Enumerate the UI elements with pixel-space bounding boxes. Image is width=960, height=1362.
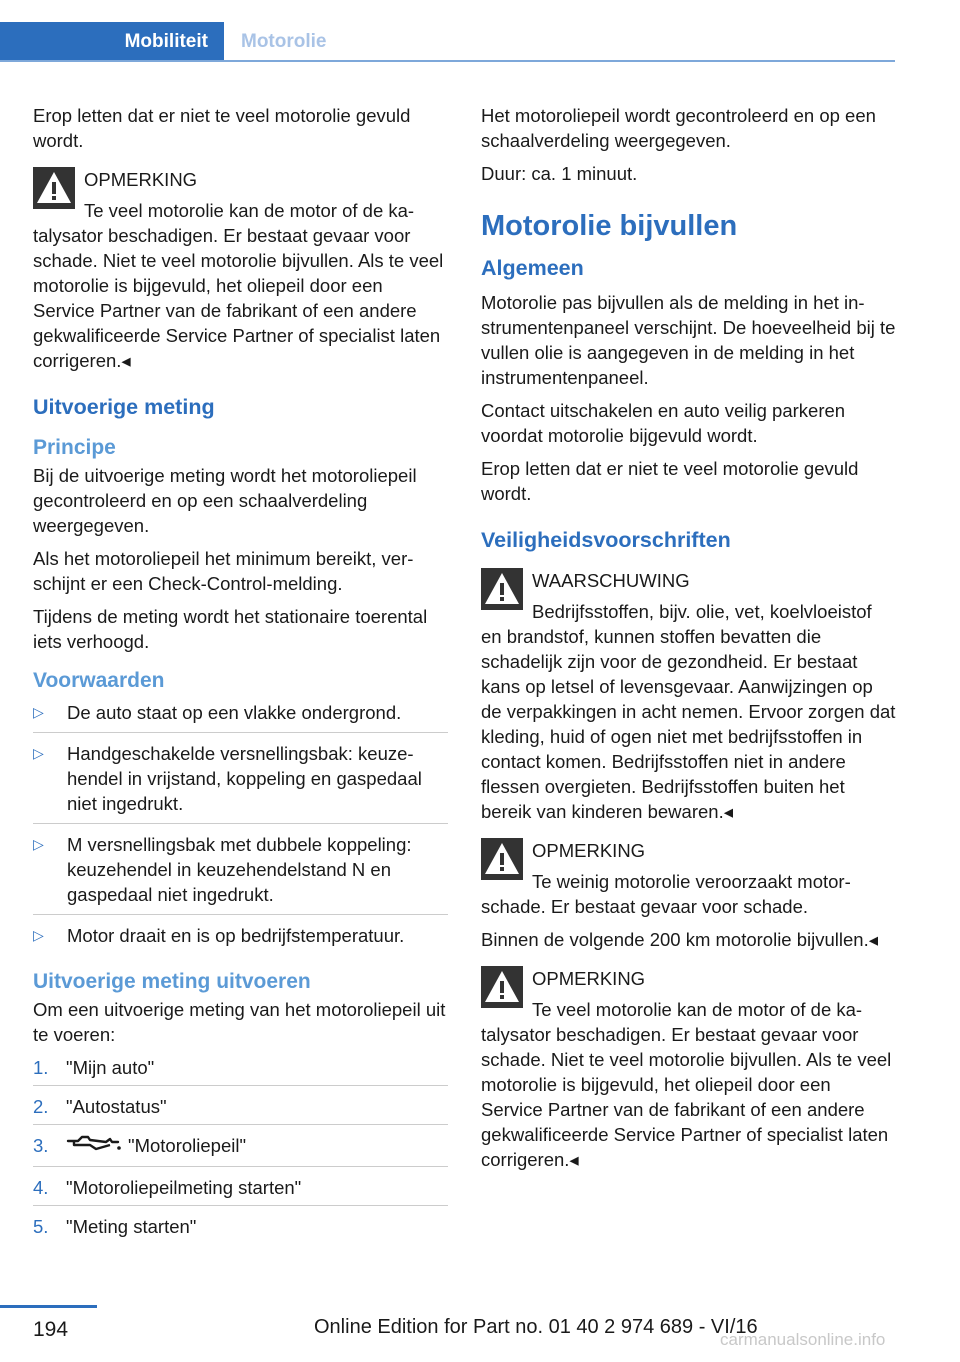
edition-text: Online Edition for Part no. 01 40 2 974 689 - VI/16: [314, 1316, 758, 1338]
warning-triangle-icon: [33, 167, 75, 209]
list-item: 3. "Motoroliepeil": [33, 1133, 448, 1167]
algemeen-paragraph-2: Contact uitschakelen en auto veilig parkeren voordat motorolie bijgevuld wordt.: [481, 400, 846, 446]
oil-dipstick-icon: [66, 1133, 122, 1161]
heading-motorolie-bijvullen: Motorolie bijvullen: [481, 210, 738, 242]
list-item: ▷ Motor draait en is op bedrijfstemperatuur.: [33, 925, 405, 946]
note-title: OPMERKING: [84, 169, 198, 190]
heading-principe: Principe: [33, 436, 116, 459]
list-item: 5. "Meting starten": [33, 1216, 197, 1238]
note-followup: Binnen de volgende 200 km motorolie bijvullen.◂: [481, 929, 879, 950]
header-bar: [0, 0, 960, 62]
warning-title: WAARSCHUWING: [532, 570, 690, 591]
algemeen-paragraph-1: Motorolie pas bijvullen als de melding in het instrumentenpaneel verschijnt. De hoeveelheid bij te vullen olie is aangegeven in de melding in het instrumentenpaneel.: [481, 292, 896, 388]
heading-uitvoerige-meting: Uitvoerige meting: [33, 395, 215, 419]
algemeen-paragraph-3: Erop letten dat er niet te veel motorolie gevuld wordt.: [481, 458, 859, 504]
watermark: carmanualsonline.info: [720, 1330, 886, 1349]
note-text: Te veel motorolie kan de motor of de katalysator beschadigen. Er bestaat gevaar voor schade. Niet te veel motorolie bijvullen. Als te veel motorolie is bijgevuld, het oliepeil door een Service Partner van de fabrikant of een andere gekwalificeerde Service Partner of specialist laten corrigeren.◂: [481, 999, 892, 1170]
right-column: [481, 103, 896, 1182]
principe-paragraph-2: Als het motoroliepeil het minimum bereikt, verschijnt er een Check-Control-melding.: [33, 548, 414, 594]
warning-triangle-icon: [481, 568, 523, 610]
uitvoeren-intro: Om een uitvoerige meting van het motoroliepeil uit te voeren:: [33, 999, 446, 1045]
note-box: [33, 167, 448, 373]
note-box: [481, 966, 896, 1172]
heading-voorwaarden: Voorwaarden: [33, 669, 165, 692]
left-column: [33, 103, 448, 1252]
note-text: Te veel motorolie kan de motor of de katalysator beschadigen. Er bestaat gevaar voor schade. Niet te veel motorolie bijvullen. Als te veel motorolie is bijgevuld, het oliepeil door een Service Partner van de fabrikant of een andere gekwalificeerde Service Partner of specialist laten corrigeren.◂: [33, 200, 444, 371]
heading-veiligheidsvoorschriften: Veiligheidsvoorschriften: [481, 528, 731, 552]
note-title: OPMERKING: [532, 968, 646, 989]
right-paragraph-2: Duur: ca. 1 minuut.: [481, 163, 638, 184]
list-item: ▷ De auto staat op een vlakke ondergrond.: [33, 700, 448, 733]
note-text: Te weinig motorolie veroorzaakt motorschade. Er bestaat gevaar voor schade.: [481, 871, 851, 917]
warning-text: Bedrijfsstoffen, bijv. olie, vet, koelvloeistof en brandstof, kunnen stoffen bevatten die schadelijk zijn voor de gezondheid. Er bestaat kans op letsel of levensgevaar. Aanwijzingen op de verpakkingen in acht nemen. Ervoor zorgen dat kleding, huid of ogen niet met bedrijfsstoffen in contact komen. Bedrijfsstoffen niet in andere flessen overgieten. Bedrijfsstoffen buiten het bereik van kinderen bewaren.◂: [481, 601, 896, 822]
footer-divider: [0, 1305, 97, 1308]
triangle-bullet-icon: ▷: [33, 704, 44, 720]
heading-algemeen: Algemeen: [481, 256, 584, 280]
right-paragraph-1: Het motoroliepeil wordt gecontroleerd en op een schaalverdeling weergegeven.: [481, 105, 876, 151]
list-item: ▷ M versnellingsbak met dubbele koppeling: keuzehendel in keuzehendelstand N en gaspedaal niet ingedrukt.: [33, 832, 448, 915]
warning-triangle-icon: [481, 838, 523, 880]
note-title: OPMERKING: [532, 840, 646, 861]
heading-uitvoerige-meting-uitvoeren: Uitvoerige meting uitvoeren: [33, 970, 311, 993]
principe-paragraph-1: Bij de uitvoerige meting wordt het motoroliepeil gecontroleerd en op een schaalverdeling weergegeven.: [33, 465, 417, 536]
triangle-bullet-icon: ▷: [33, 927, 44, 943]
warning-box: [481, 568, 896, 824]
list-item: 2. "Autostatus": [33, 1094, 448, 1125]
triangle-bullet-icon: ▷: [33, 745, 44, 761]
list-item: ▷ Handgeschakelde versnellingsbak: keuzehendel in vrijstand, koppeling en gaspedaal niet ingedrukt.: [33, 741, 448, 824]
warning-triangle-icon: [481, 966, 523, 1008]
note-box: [481, 838, 896, 952]
list-item: 4. "Motoroliepeilmeting starten": [33, 1175, 448, 1206]
header-divider: [0, 60, 895, 62]
page-number: 194: [33, 1318, 69, 1341]
triangle-bullet-icon: ▷: [33, 836, 44, 852]
voorwaarden-list: [33, 700, 448, 955]
tab-motorolie[interactable]: Motorolie: [224, 22, 327, 62]
principe-paragraph-3: Tijdens de meting wordt het stationaire toerental iets verhoogd.: [33, 606, 428, 652]
intro-paragraph: Erop letten dat er niet te veel motorolie gevuld wordt.: [33, 105, 411, 151]
steps-list: [33, 1055, 448, 1244]
tab-mobiliteit[interactable]: Mobiliteit: [0, 22, 224, 62]
list-item: 1. "Mijn auto": [33, 1055, 448, 1086]
